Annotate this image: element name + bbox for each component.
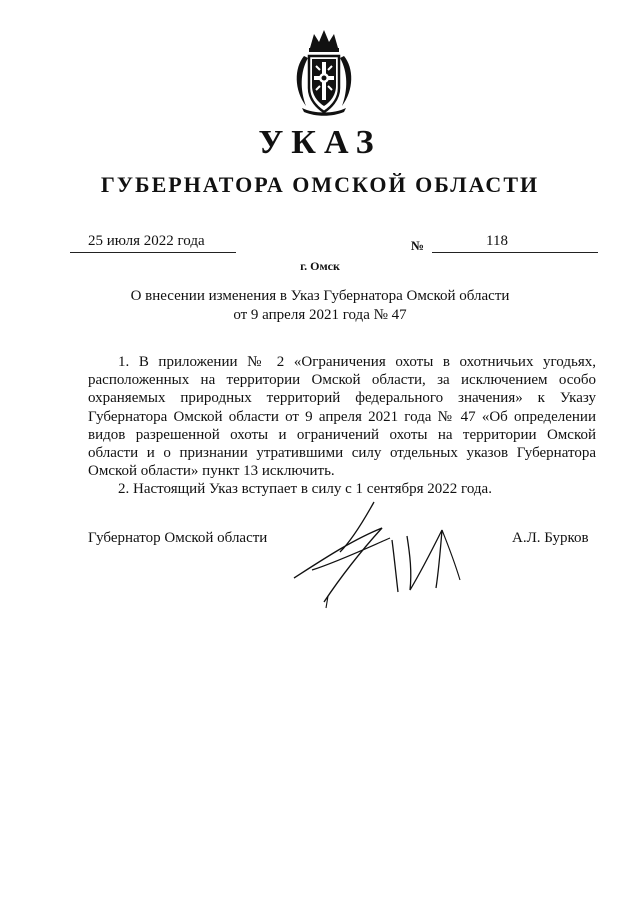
paragraph-1: 1. В приложении № 2 «Ограничения охоты в охотничьих угодьях, расположенных на территории Омской области, за исключением особо охраняемых природных территорий федерального значения» к Указу Губернатора Омской области от 9 апреля 2021 года № 47 «Об определении видов разрешенной охоты и ограничений охоты на территории Омской области и о признании утратившими силу отдельных указов Губернатора Омской области» пункт 13 исключить. bbox=[88, 354, 596, 480]
signatory-title: Губернатор Омской области bbox=[88, 530, 268, 546]
signatory-name: А.Л. Бурков bbox=[512, 530, 589, 546]
paragraph-2: 2. Настоящий Указ вступает в силу с 1 сентября 2022 года. bbox=[118, 481, 492, 498]
date-field bbox=[70, 234, 236, 253]
document-subject bbox=[80, 287, 560, 325]
number-field bbox=[432, 234, 598, 253]
document-body bbox=[88, 353, 596, 499]
subject-line-1: О внесении изменения в Указ Губернатора Омской области bbox=[130, 288, 510, 304]
city-label: г. Омск bbox=[300, 259, 340, 273]
number-value: 118 bbox=[486, 233, 508, 249]
document-title: УКАЗ bbox=[258, 124, 382, 161]
handwritten-signature bbox=[282, 500, 482, 610]
document-subtitle: ГУБЕРНАТОРА ОМСКОЙ ОБЛАСТИ bbox=[100, 172, 540, 197]
coat-of-arms-icon bbox=[292, 28, 356, 116]
number-sign: № bbox=[411, 238, 425, 253]
subject-line-2: от 9 апреля 2021 года № 47 bbox=[233, 307, 407, 323]
date-value: 25 июля 2022 года bbox=[88, 233, 205, 249]
